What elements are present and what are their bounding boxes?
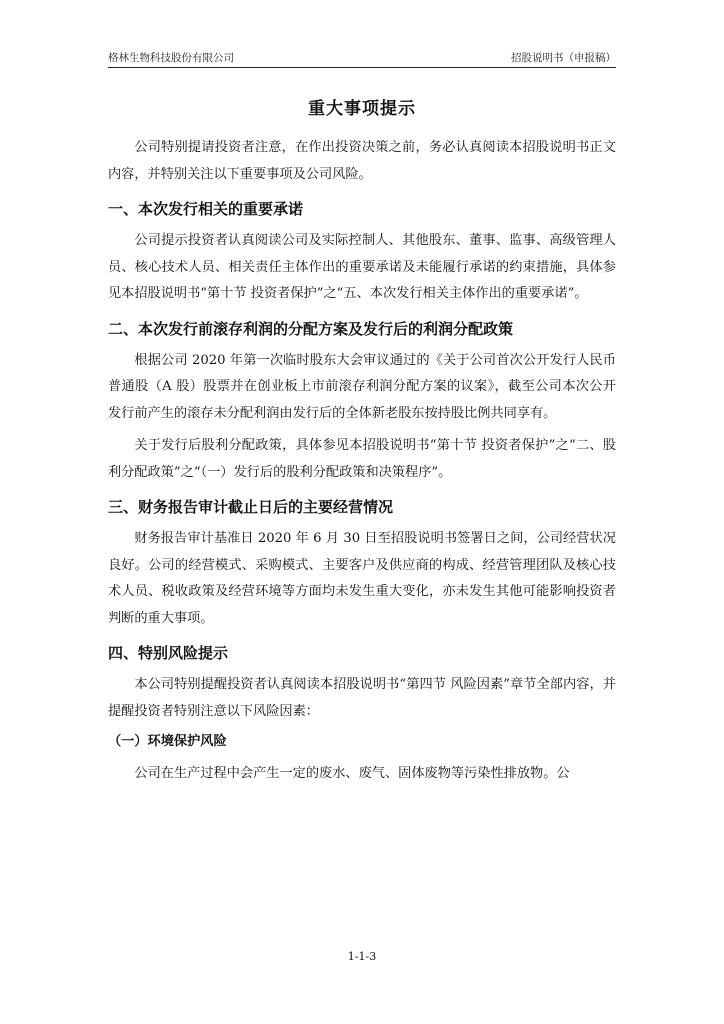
header-company: 格林生物科技股份有限公司 <box>108 52 234 64</box>
section-1-paragraph-1: 公司提示投资者认真阅读公司及实际控制人、其他股东、董事、监事、高级管理人员、核心技术人员、相关责任主体作出的重要承诺及未能履行承诺的约束措施，具体参见本招股说明书“第十节 投资者保护”之“五、本次发行相关主体作出的重要承诺”。 <box>108 233 616 301</box>
page-header <box>108 50 616 66</box>
page-content <box>108 94 616 788</box>
section-2-paragraph-1: 根据公司 2020 年第一次临时股东大会审议通过的《关于公司首次公开发行人民币普通股（A 股）股票并在创业板上市前滚存利润分配方案的议案》，截至公司本次公开发行前产生的滚存未分配利润由发行后的全体新老股东按持股比例共同享有。 <box>108 352 616 421</box>
subsection-paragraph: 公司在生产过程中会产生一定的废水、废气、固体废物等污染性排放物。公 <box>134 766 570 781</box>
section-heading-2: 二、本次发行前滚存利润的分配方案及发行后的利润分配政策 <box>108 319 514 338</box>
section-2-paragraph-2: 关于发行后股利分配政策，具体参见本招股说明书“第十节 投资者保护”之“二、股利分配政策”之“（一）发行后的股利分配政策和决策程序”。 <box>108 438 616 480</box>
section-4-paragraph-1: 本公司特别提醒投资者认真阅读本招股说明书“第四节 风险因素”章节全部内容，并提醒投资者特别注意以下风险因素： <box>108 677 616 719</box>
header-rule <box>108 67 616 68</box>
page-title: 重大事项提示 <box>308 99 416 119</box>
intro-paragraph: 公司特别提请投资者注意，在作出投资决策之前，务必认真阅读本招股说明书正文内容，并特别关注以下重要事项及公司风险。 <box>108 140 616 182</box>
section-heading-1: 一、本次发行相关的重要承诺 <box>108 200 304 218</box>
section-heading-4: 四、特别风险提示 <box>108 644 229 662</box>
subsection-heading: （一）环境保护风险 <box>108 734 227 749</box>
header-doc-type: 招股说明书（申报稿） <box>511 52 616 64</box>
section-3-paragraph-1: 财务报告审计基准日 2020 年 6 月 30 日至招股说明书签署日之间，公司经营状况良好。公司的经营模式、采购模式、主要客户及供应商的构成、经营管理团队及核心技术人员、税收政策及经营环境等方面均未发生重大变化，亦未发生其他可能影响投资者判断的重大事项。 <box>108 531 616 626</box>
page-number: 1-1-3 <box>347 950 377 963</box>
section-heading-3: 三、财务报告审计截止日后的主要经营情况 <box>108 498 394 516</box>
